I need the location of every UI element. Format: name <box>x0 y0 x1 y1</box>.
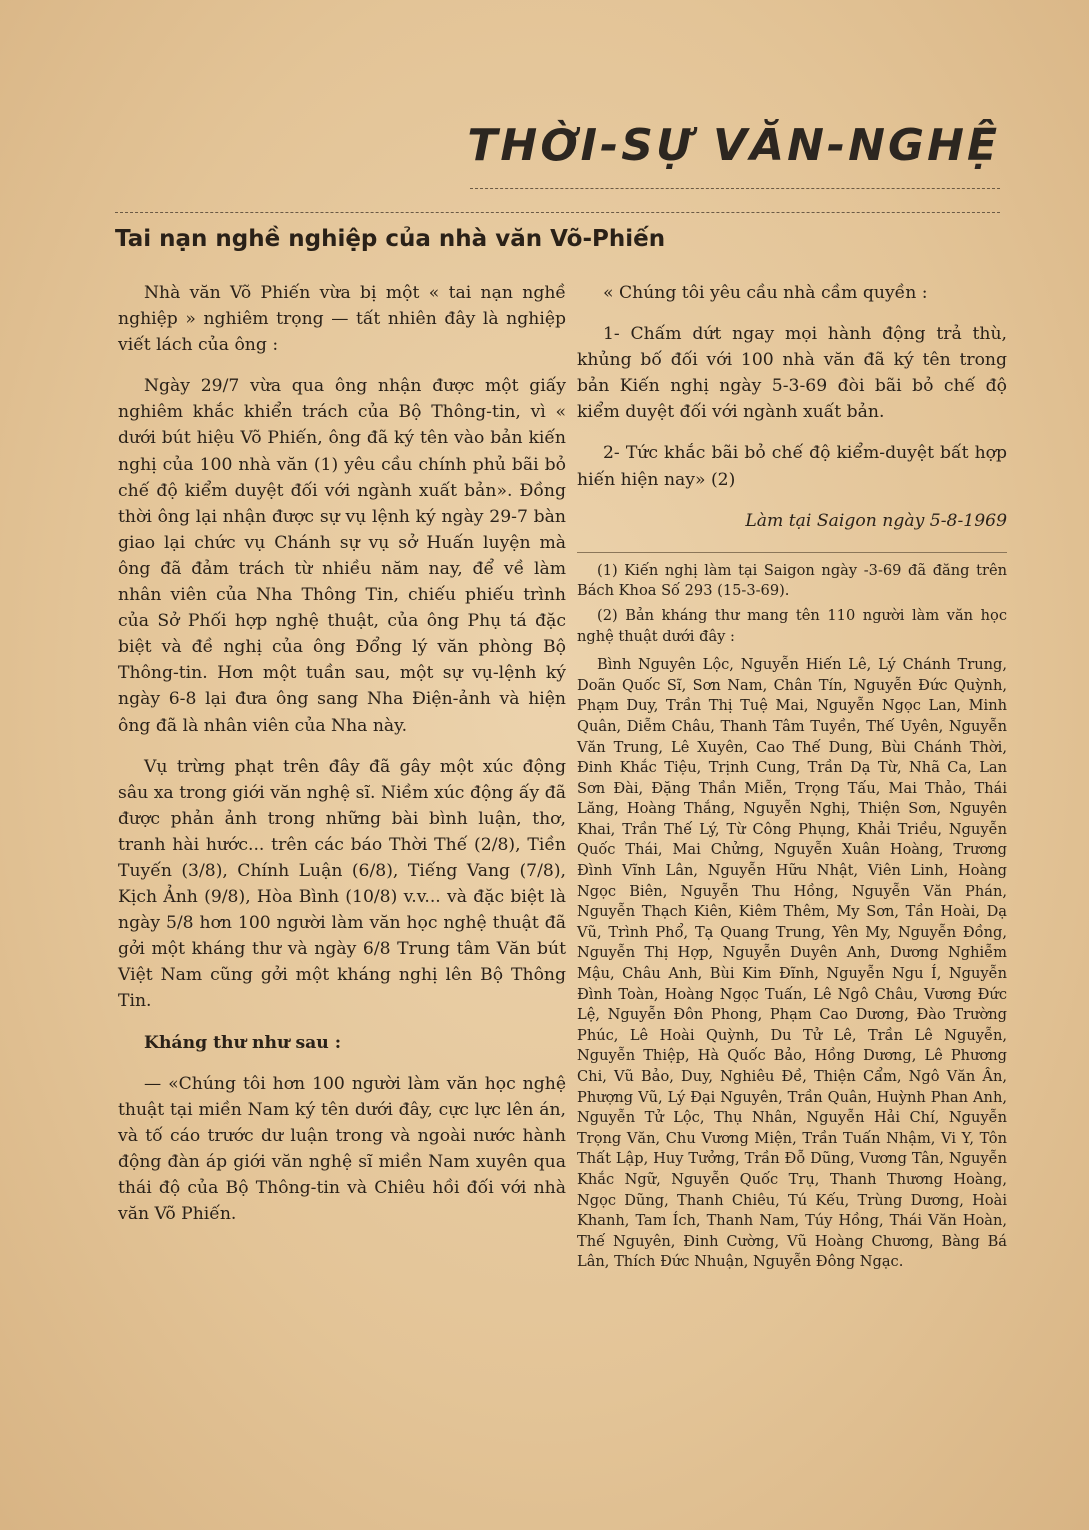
footnotes <box>577 552 1007 647</box>
paragraph: — «Chúng tôi hơn 100 người làm văn học nghệ thuật tại miền Nam ký tên dưới đây, cực lực lên án, và tố cáo trước dư luận trong và ngoài nước hành động đàn áp giới văn nghệ sĩ miền Nam xuyên qua thái độ của Bộ Thông-tin và Chiêu hồi đối với nhà văn Võ Phiến. <box>118 1073 566 1225</box>
article-title: Tai nạn nghề nghiệp của nhà văn Võ-Phiến <box>115 226 666 252</box>
paragraph: « Chúng tôi yêu cầu nhà cầm quyền : <box>603 283 928 303</box>
footnote: (1) Kiến nghị làm tại Saigon ngày -3-69 đã đăng trên Bách Khoa Số 293 (15-3-69). <box>577 561 1007 600</box>
signoff: Làm tại Saigon ngày 5-8-1969 <box>745 510 1007 531</box>
left-column <box>118 280 566 1242</box>
paragraph-heading: Kháng thư như sau : <box>144 1032 342 1053</box>
signatory-list: Bình Nguyên Lộc, Nguyễn Hiến Lê, Lý Chánh Trung, Doãn Quốc Sĩ, Sơn Nam, Chân Tín, Nguyễn Đức Quỳnh, Phạm Duy, Trần Thị Tuệ Mai, Nguyễn Ngọc Lan, Minh Quân, Diễm Châu, Thanh Tâm Tuyền, Thế Uyên, Nguyễn Văn Trung, Lê Xuyên, Cao Thế Dung, Bùi Chánh Thời, Đinh Khắc Tiệu, Trịnh Cung, Trần Dạ Từ, Nhã Ca, Lan Sơn Đài, Đặng Thần Miễn, Trọng Tấu, Mai Thảo, Thái Lăng, Hoàng Thắng, Nguyễn Nghị, Thiện Sơn, Nguyên Khai, Trần Thế Lý, Từ Công Phụng, Khải Triều, Nguyễn Quốc Thái, Mai Chửng, Nguyễn Xuân Hoàng, Trương Đình Vĩnh Lân, Nguyễn Hữu Nhật, Viên Linh, Hoàng Ngọc Biên, Nguyễn Thu Hồng, Nguyễn Văn Phán, Nguyễn Thạch Kiên, Kiêm Thêm, My Sơn, Tần Hoài, Dạ Vũ, Trình Phổ, Tạ Quang Trung, Yên My, Nguyễn Đồng, Nguyễn Thị Hợp, Nguyễn Duyên Anh, Dương Nghiễm Mậu, Châu Anh, Bùi Kim Đĩnh, Nguyễn Ngu Í, Nguyễn Đình Toàn, Hoàng Ngọc Tuấn, Lê Ngô Châu, Vương Đức Lệ, Nguyễn Đôn Phong, Phạm Cao Dương, Đào Trường Phúc, Lê Hoài Quỳnh, Du Tử Lê, Trần Lê Nguyễn, Nguyễn Thiệp, Hà Quốc Bảo, Hồng Dương, Lê Phương Chi, Vũ Bảo, Duy, Nghiêu Đề, Thiện Cẩm, Ngô Văn Ân, Phượng Vũ, Lý Đại Nguyên, Trần Quân, Huỳnh Phan Anh, Nguyễn Tử Lộc, Thụ Nhân, Nguyễn Hải Chí, Nguyễn Trọng Văn, Chu Vương Miện, Trần Tuấn Nhậm, Vi Y, Tôn Thất Lập, Huy Tưởng, Trần Đỗ Dũng, Vương Tân, Nguyễn Khắc Ngữ, Nguyễn Quốc Trụ, Thanh Thương Hoàng, Ngọc Dũng, Thanh Chiêu, Tú Kếu, Trùng Dương, Hoài Khanh, Tam Ích, Thanh Nam, Túy Hồng, Thái Văn Hoàn, Thế Nguyên, Đinh Cường, Vũ Hoàng Chương, Bàng Bá Lân, Thích Đức Nhuận, Nguyễn Đông Ngạc. <box>577 656 1007 1271</box>
paragraph: 2- Tức khắc bãi bỏ chế độ kiểm-duyệt bất hợp hiến hiện nay» (2) <box>577 443 1007 490</box>
paragraph: Ngày 29/7 vừa qua ông nhận được một giấy nghiêm khắc khiển trách của Bộ Thông-tin, vì « dưới bút hiệu Võ Phiến, ông đã ký tên vào bản kiến nghị của 100 nhà văn (1) yêu cầu chính phủ bãi bỏ chế độ kiểm duyệt đối với ngành xuất bản». Đồng thời ông lại nhận được sự vụ lệnh ký ngày 29-7 bàn giao lại chức vụ Chánh sự vụ sở Huấn luyện mà ông đã đảm trách từ nhiều năm nay, để về làm nhân viên của Nha Thông Tin, chiếu phiếu trình của Sở Phối hợp nghệ thuật, của ông Phụ tá đặc biệt và đề nghị của ông Đổng lý văn phòng Bộ Thông-tin. Hơn một tuần sau, một sự vụ-lệnh ký ngày 6-8 lại đưa ông sang Nha Điện-ảnh và hiện ông đã là nhân viên của Nha này. <box>118 376 566 736</box>
paragraph: 1- Chấm dứt ngay mọi hành động trả thù, khủng bố đối với 100 nhà văn đã ký tên trong bản Kiến nghị ngày 5-3-69 đòi bãi bỏ chế độ kiểm duyệt đối với ngành xuất bản. <box>577 324 1007 423</box>
section-title: THỜI-SỰ VĂN-NGHỆ <box>467 120 1000 171</box>
header-divider <box>470 188 1000 189</box>
footnote: (2) Bản kháng thư mang tên 110 người làm văn học nghệ thuật dưới đây : <box>577 606 1007 645</box>
right-column <box>577 280 1007 1273</box>
paragraph: Nhà văn Võ Phiến vừa bị một « tai nạn nghề nghiệp » nghiêm trọng — tất nhiên đây là nghiệp viết lách của ông : <box>118 283 566 356</box>
header-divider-long <box>115 212 1000 213</box>
paragraph: Vụ trừng phạt trên đây đã gây một xúc động sâu xa trong giới văn nghệ sĩ. Niềm xúc động ấy đã được phản ảnh trong những bài bình luận, thơ, tranh hài hước... trên các báo Thời Thế (2/8), Tiền Tuyến (3/8), Chính Luận (6/8), Tiếng Vang (7/8), Kịch Ảnh (9/8), Hòa Bình (10/8) v.v... và đặc biệt là ngày 5/8 hơn 100 người làm văn học nghệ thuật đã gởi một kháng thư và ngày 6/8 Trung tâm Văn bút Việt Nam cũng gởi một kháng nghị lên Bộ Thông Tin. <box>118 756 566 1012</box>
